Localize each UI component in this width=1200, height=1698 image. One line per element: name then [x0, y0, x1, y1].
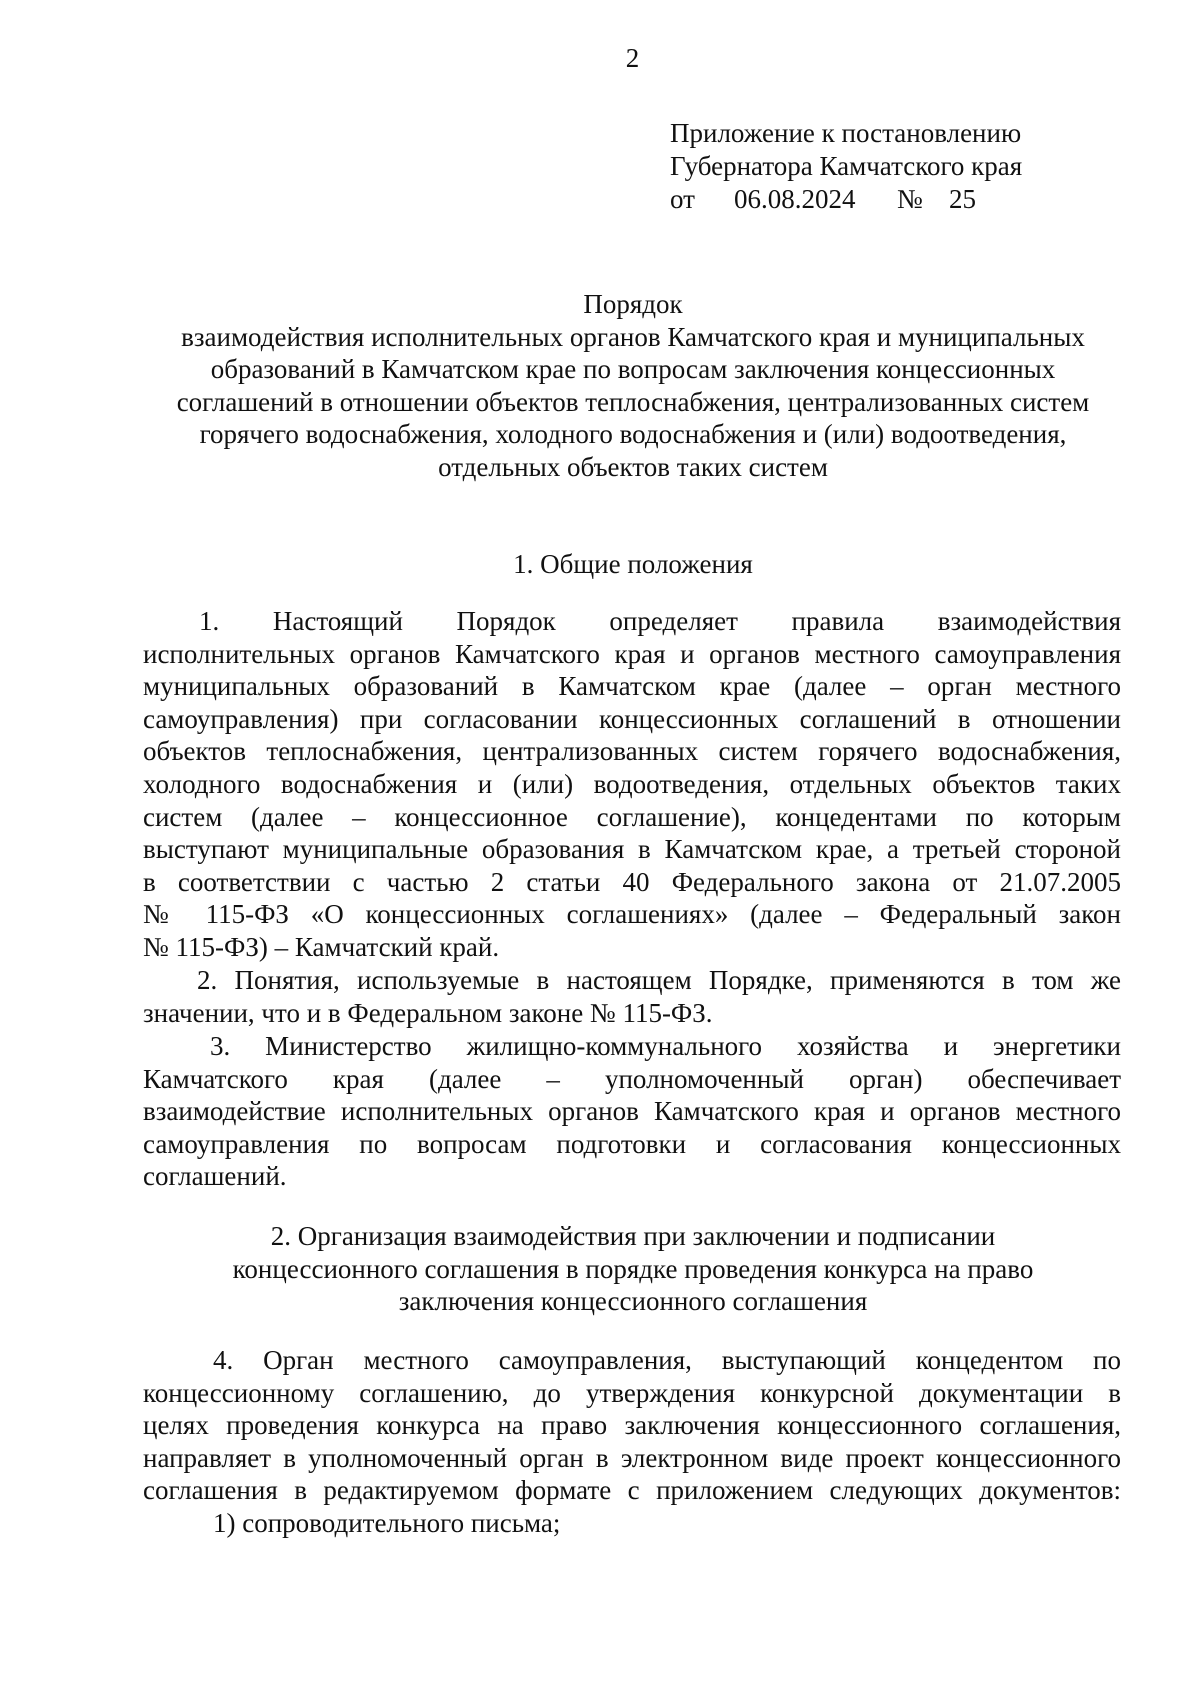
paragraph-2 [143, 964, 1121, 1029]
title-line: образований в Камчатском крае по вопросам заключения концессионных [210, 354, 1056, 384]
paragraph-line: исполнительных органов Камчатского края и органов местного самоуправления [143, 638, 1121, 669]
paragraph-4 [143, 1344, 1121, 1540]
paragraph-line: 3. Министерство жилищно-коммунального хозяйства и энергетики [210, 1031, 1121, 1061]
appendix-date: 06.08.2024 [734, 184, 856, 214]
paragraph-3 [143, 1030, 1121, 1193]
paragraph-line: 4. Орган местного самоуправления, выступающий концедентом по [213, 1345, 1121, 1375]
appendix-line-2: Губернатора Камчатского края [670, 151, 1023, 181]
appendix-number-sign: № [897, 184, 923, 214]
paragraph-line: концессионному соглашению, до утверждения конкурсной документации в [143, 1377, 1121, 1408]
section-2-heading [140, 1220, 1126, 1318]
paragraph-line: целях проведения конкурса на право заключения концессионного соглашения, [143, 1410, 1121, 1441]
appendix-date-line [670, 183, 1022, 216]
appendix-block [670, 117, 1022, 216]
title-line: взаимодействия исполнительных органов Камчатского края и муниципальных [181, 321, 1085, 352]
paragraph-line: взаимодействие исполнительных органов Камчатского края и органов местного [143, 1096, 1121, 1127]
page-number: 2 [625, 43, 640, 73]
paragraph-line: объектов теплоснабжения, централизованных систем горячего водоснабжения, [143, 736, 1121, 767]
title-line: отдельных объектов таких систем [438, 451, 828, 482]
paragraph-line: самоуправления) при согласовании концессионных соглашений в отношении [143, 703, 1121, 734]
paragraph-line: значении, что и в Федеральном законе № 115-ФЗ. [143, 997, 713, 1028]
paragraph-line: соглашений. [143, 1161, 287, 1192]
paragraph-line: муниципальных образований в Камчатском крае (далее – орган местного [143, 671, 1121, 702]
paragraph-line: в соответствии с частью 2 статьи 40 Федерального закона от 21.07.2005 [143, 866, 1121, 897]
paragraph-line: самоуправления по вопросам подготовки и согласования концессионных [143, 1128, 1121, 1159]
paragraph-line: Камчатского края (далее – уполномоченный орган) обеспечивает [143, 1063, 1121, 1094]
paragraph-line: № 115-ФЗ «О концессионных соглашениях» (далее – Федеральный закон [143, 899, 1121, 930]
document-title [140, 288, 1126, 483]
section-2-heading-line: заключения концессионного соглашения [398, 1286, 868, 1316]
paragraph-line: направляет в уполномоченный орган в электронном виде проект концессионного [143, 1442, 1121, 1473]
title-line: Порядок [583, 289, 683, 319]
appendix-line-1: Приложение к постановлению [670, 118, 1022, 148]
appendix-number: 25 [949, 184, 976, 214]
paragraph-line: холодного водоснабжения и (или) водоотведения, отдельных объектов таких [143, 768, 1121, 799]
paragraph-line: соглашения в редактируемом формате с приложением следующих документов: [143, 1475, 1121, 1506]
appendix-from-word: от [670, 184, 695, 214]
paragraph-1 [143, 605, 1121, 964]
section-2-heading-line: концессионного соглашения в порядке проведения конкурса на право [232, 1253, 1034, 1284]
title-line: горячего водоснабжения, холодного водоснабжения и (или) водоотведения, [199, 419, 1067, 449]
section-1-heading-text: 1. Общие положения [513, 549, 753, 579]
section-1-heading [140, 548, 1126, 581]
list-item-1: 1) сопроводительного письма; [213, 1507, 561, 1538]
paragraph-line: 1. Настоящий Порядок определяет правила взаимодействия [199, 606, 1121, 636]
title-line: соглашений в отношении объектов теплоснабжения, централизованных систем [176, 386, 1090, 417]
paragraph-line: 2. Понятия, используемые в настоящем Порядке, применяются в том же [197, 965, 1121, 995]
paragraph-line: систем (далее – концессионное соглашение), концедентами по которым [143, 801, 1121, 832]
paragraph-line: выступают муниципальные образования в Камчатском крае, а третьей стороной [143, 834, 1121, 865]
paragraph-line: № 115-ФЗ) – Камчатский край. [143, 931, 500, 962]
section-2-heading-line: 2. Организация взаимодействия при заключении и подписании [270, 1221, 996, 1251]
